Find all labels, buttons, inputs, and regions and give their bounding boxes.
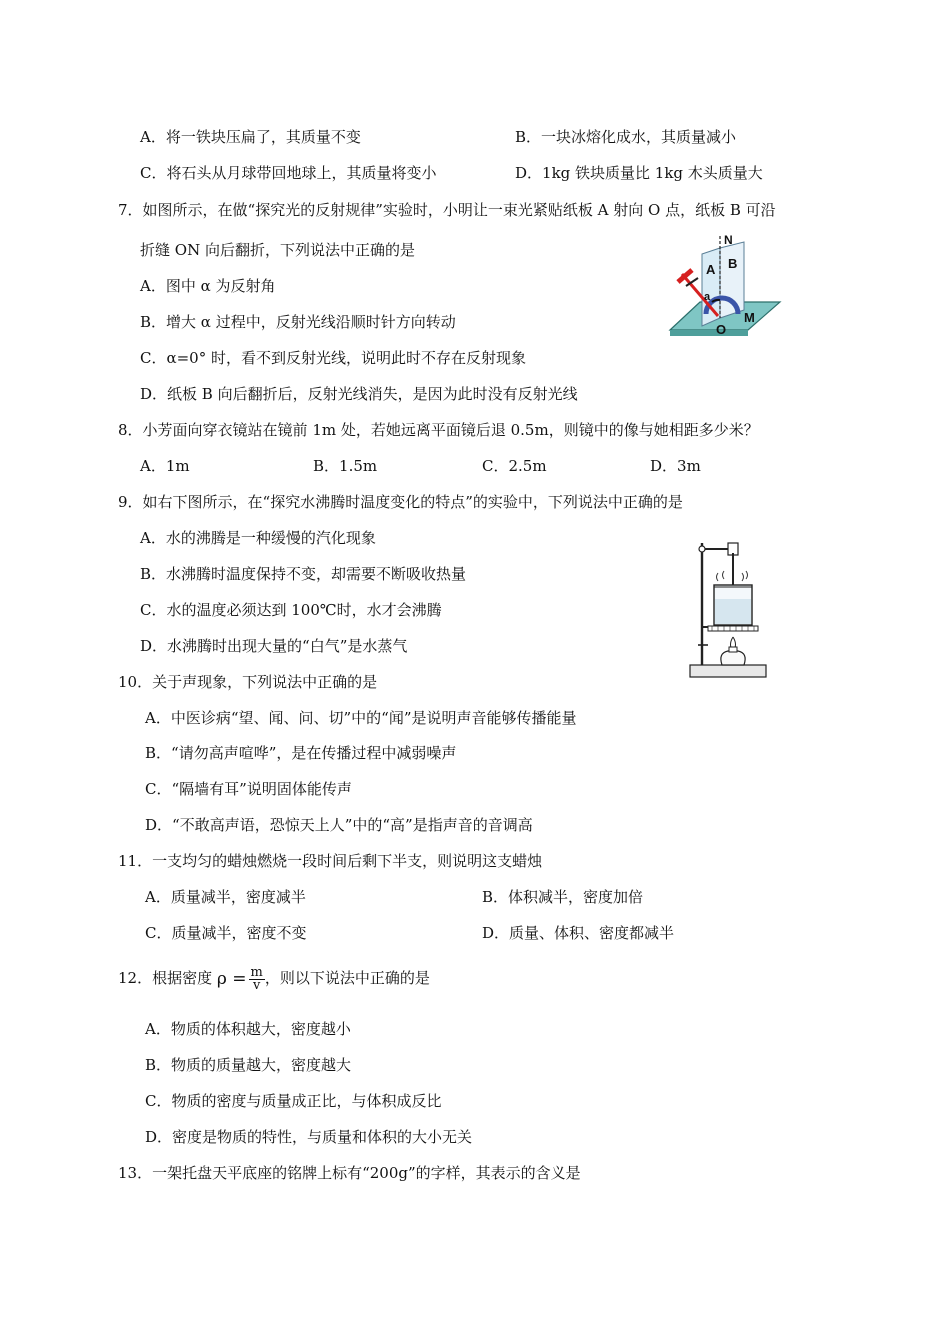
q11-option-a: A．质量减半，密度减半 <box>145 888 306 906</box>
q12-stem <box>118 963 430 994</box>
label-a: A <box>706 262 716 277</box>
q6-option-b: B．一块冰熔化成水，其质量减小 <box>515 128 737 146</box>
q6-option-d: D．1kg 铁块质量比 1kg 木头质量大 <box>515 164 763 182</box>
q9-option-c: C．水的温度必须达到 100℃时，水才会沸腾 <box>140 601 442 619</box>
density-formula-numerator: m <box>250 964 263 980</box>
q10-option-a: A．中医诊病“望、闻、问、切”中的“闻”是说明声音能够传播能量 <box>145 709 577 727</box>
q10-option-b: B．“请勿高声喧哗”，是在传播过程中减弱噪声 <box>145 744 457 762</box>
q10-option-c: C．“隔墙有耳”说明固体能传声 <box>145 780 352 798</box>
alpha-label: a <box>704 291 711 303</box>
q7-option-b: B．增大 α 过程中，反射光线沿顺时针方向转动 <box>140 313 456 331</box>
q6-option-a: A．将一铁块压扁了，其质量不变 <box>140 128 361 146</box>
q12-option-b: B．物质的质量越大，密度越大 <box>145 1056 352 1074</box>
reflection-experiment-figure <box>668 230 783 342</box>
q7-option-a: A．图中 α 为反射角 <box>140 277 276 295</box>
q13-stem: 13．一架托盘天平底座的铭牌上标有“200g”的字样，其表示的含义是 <box>118 1164 581 1182</box>
q7-option-d: D．纸板 B 向后翻折后，反射光线消失，是因为此时没有反射光线 <box>140 385 578 403</box>
q11-option-d: D．质量、体积、密度都减半 <box>482 924 675 942</box>
label-m: M <box>744 310 755 325</box>
q9-option-a: A．水的沸腾是一种缓慢的汽化现象 <box>140 529 376 547</box>
density-formula-rho: ρ = <box>216 969 247 989</box>
q11-stem: 11．一支均匀的蜡烛燃烧一段时间后剩下半支，则说明这支蜡烛 <box>118 852 543 870</box>
density-formula-fraction <box>249 964 265 993</box>
q12-stem-prefix: 12．根据密度 <box>118 969 213 987</box>
q8-option-b: B．1.5m <box>313 457 378 475</box>
q10-stem: 10．关于声现象，下列说法中正确的是 <box>118 673 378 691</box>
q8-option-a: A．1m <box>140 457 190 475</box>
q7-stem-line2: 折缝 ON 向后翻折，下列说法中正确的是 <box>140 241 415 259</box>
boiling-apparatus-figure <box>688 533 770 681</box>
label-b: B <box>728 256 738 271</box>
q11-option-b: B．体积减半，密度加倍 <box>482 888 644 906</box>
boiling-apparatus-diagram <box>688 533 770 681</box>
q12-stem-suffix: ，则以下说法中正确的是 <box>264 969 430 987</box>
q7-option-c: C．α=0° 时，看不到反射光线，说明此时不存在反射现象 <box>140 349 526 367</box>
q7-stem-line1: 7．如图所示，在做“探究光的反射规律”实验时，小明让一束光紧贴纸板 A 射向 O 点，纸板 B 可沿 <box>118 201 776 219</box>
label-n: N <box>724 233 733 247</box>
q10-option-d: D．“不敢高声语，恐惊天上人”中的“高”是指声音的音调高 <box>145 816 533 834</box>
q9-option-d: D．水沸腾时出现大量的“白气”是水蒸气 <box>140 637 408 655</box>
q9-stem: 9．如右下图所示，在“探究水沸腾时温度变化的特点”的实验中，下列说法中正确的是 <box>118 493 683 511</box>
q8-stem: 8．小芳面向穿衣镜站在镜前 1m 处，若她远离平面镜后退 0.5m，则镜中的像与她相距多少米？ <box>118 421 759 439</box>
q11-option-c: C．质量减半，密度不变 <box>145 924 307 942</box>
q12-option-a: A．物质的体积越大，密度越小 <box>145 1020 351 1038</box>
q8-option-c: C．2.5m <box>482 457 547 475</box>
q12-option-c: C．物质的密度与质量成正比，与体积成反比 <box>145 1092 442 1110</box>
label-o: O <box>716 322 727 337</box>
reflection-experiment-diagram <box>668 230 783 342</box>
q8-option-d: D．3m <box>650 457 701 475</box>
q9-option-b: B．水沸腾时温度保持不变，却需要不断吸收热量 <box>140 565 467 583</box>
density-formula-denominator: v <box>253 977 261 993</box>
q6-option-c: C．将石头从月球带回地球上，其质量将变小 <box>140 164 437 182</box>
q12-option-d: D．密度是物质的特性，与质量和体积的大小无关 <box>145 1128 473 1146</box>
